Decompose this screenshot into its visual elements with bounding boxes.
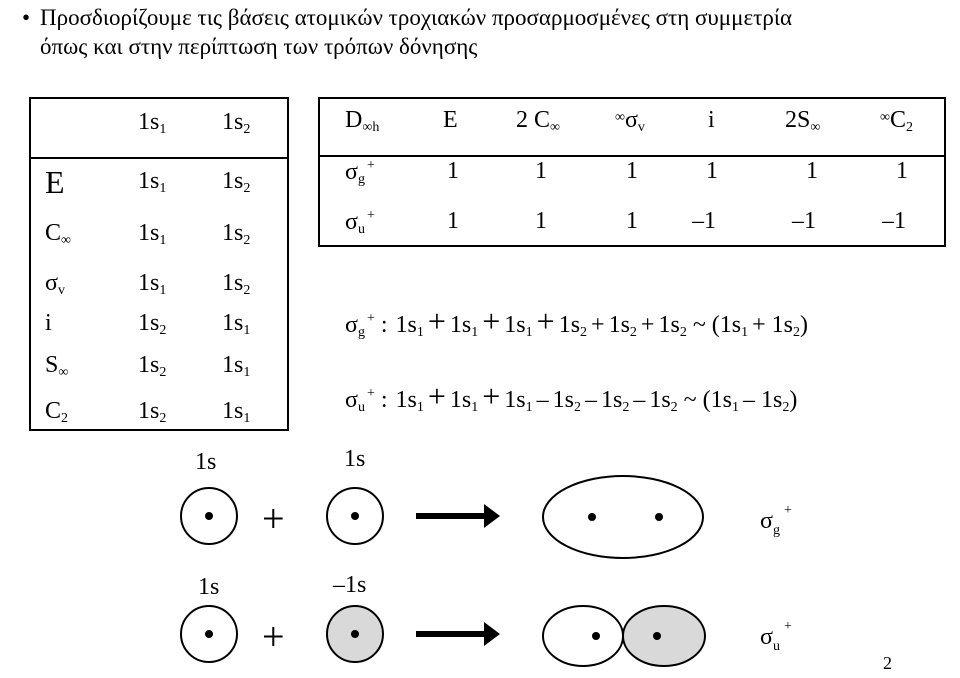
eq-term-index: 1 (416, 325, 424, 340)
orbital-label-top-right: 1s (344, 446, 366, 472)
eq-subscript: g (357, 325, 365, 340)
basis-orbital: 1s (138, 398, 160, 424)
eq-colon: : (380, 312, 388, 338)
character-value: 1 (626, 208, 638, 234)
eq-term-index: 1 (471, 400, 479, 415)
basis-index: 2 (243, 283, 251, 298)
eq-term-index: 1 (471, 325, 479, 340)
character-value: 1 (447, 208, 459, 234)
eq-result-mid: + 1s (752, 312, 794, 338)
intro-line-1: Προσδιορίζουμε τις βάσεις ατομικών τροχιακών προσαρμοσμένες στη συμμετρία (40, 5, 793, 30)
page-number: 2 (883, 653, 892, 673)
eq-term: 1s (608, 312, 630, 338)
eq-term-index: 2 (622, 400, 630, 415)
eq-operator: + (427, 378, 446, 414)
nucleus-dot (351, 630, 359, 638)
eq-term: 1s (558, 312, 581, 338)
basis-index: 1 (159, 181, 167, 196)
eq-term: 1s (449, 387, 472, 413)
operation-subscript: v (57, 283, 65, 298)
orbital-a-bottom (181, 606, 237, 662)
orbital-a-top (181, 488, 237, 544)
basis-index: 2 (159, 323, 167, 338)
basis-orbital: 1s (222, 310, 244, 336)
eq-operator: – (536, 387, 549, 413)
nucleus-dot (588, 513, 596, 521)
plus-sign-top: + (262, 496, 285, 541)
basis-index: 2 (243, 233, 251, 248)
character-value: 1 (706, 158, 718, 184)
character-value: 1 (806, 158, 818, 184)
basis-index: 1 (243, 323, 251, 338)
eq-result-index: 1 (732, 400, 739, 415)
nucleus-dot (655, 513, 663, 521)
basis-index: 2 (159, 365, 167, 380)
bullet-marker: • (22, 5, 31, 30)
eq-result-end: ) (800, 312, 809, 338)
orbital-b-bottom-negative (327, 606, 383, 662)
orbital-label-bottom-left: 1s (198, 574, 220, 600)
basis-orbital: 1s (222, 352, 244, 378)
eq-term-index: 2 (629, 325, 637, 340)
eq-term-index: 2 (573, 400, 581, 415)
basis-orbital: 1s (222, 220, 244, 246)
header-symbol: D (345, 107, 363, 133)
irrep-symbol: σ (345, 159, 358, 185)
basis-orbital: 1s (222, 398, 244, 424)
eq-result: ~ (1s (683, 387, 732, 413)
eq-operator: + (482, 303, 501, 339)
nucleus-dot (205, 512, 213, 520)
eq-colon: : (380, 387, 388, 413)
eq-result: ~ (1s (692, 312, 742, 338)
basis-orbital: 1s (138, 270, 160, 296)
irrep-subscript: u (357, 222, 365, 237)
eq-term-index: 2 (670, 400, 678, 415)
eq-term-index: 1 (416, 400, 424, 415)
header-prefix: ∞ (880, 110, 890, 125)
operation-symbol: σ (45, 270, 58, 296)
eq-term-index: 2 (580, 325, 588, 340)
header-symbol: C (889, 107, 906, 133)
eq-term-index: 1 (525, 400, 533, 415)
character-value: 1 (535, 208, 547, 234)
eq-result-end: ) (789, 387, 798, 413)
header-subscript: v (637, 120, 645, 135)
nucleus-dot (653, 632, 661, 640)
basis-index: 2 (243, 181, 251, 196)
basis-orbital: 1s (138, 220, 160, 246)
character-value: 1 (626, 158, 638, 184)
orbital-label-top-left: 1s (195, 449, 217, 475)
header-symbol: 2 C (516, 107, 551, 133)
bonding-orbital (543, 476, 703, 558)
basis-index: 2 (243, 122, 251, 137)
eq-term: 1s (649, 387, 671, 413)
character-value: 1 (535, 158, 547, 184)
eq-term-index: 1 (525, 325, 533, 340)
basis-orbital: 1s (138, 109, 160, 135)
eq-sigma: σ (345, 387, 358, 413)
operation-symbol: C (45, 398, 62, 424)
eq-operator: + (640, 312, 655, 338)
eq-subscript: u (357, 400, 365, 415)
irrep-superscript: + (366, 208, 375, 223)
basis-index: 1 (243, 411, 251, 426)
character-value: 1 (896, 158, 908, 184)
operation-symbol: E (45, 164, 65, 200)
basis-orbital: 1s (138, 168, 160, 194)
character-value: 1 (447, 158, 459, 184)
eq-term: 1s (658, 312, 680, 338)
basis-index: 1 (159, 233, 167, 248)
arrow-top (416, 504, 500, 528)
character-value: –1 (882, 208, 906, 234)
header-prefix: ∞ (615, 110, 625, 125)
header-symbol: 2S (785, 107, 811, 133)
irrep-subscript: g (357, 172, 365, 187)
basis-orbital: 1s (222, 270, 244, 296)
eq-term-index: 2 (679, 325, 687, 340)
plus-sign-bottom: + (262, 614, 285, 659)
eq-sigma: σ (345, 312, 358, 338)
eq-result-mid: – 1s (743, 387, 783, 413)
irrep-symbol: σ (345, 209, 358, 235)
basis-orbital: 1s (222, 168, 244, 194)
nucleus-dot (592, 632, 600, 640)
header-subscript: ∞h (362, 120, 380, 135)
basis-orbital: 1s (222, 109, 244, 135)
irrep-superscript: + (366, 158, 375, 173)
result-u-label: $\sigma_u^+$ (760, 619, 792, 654)
nucleus-dot (205, 630, 213, 638)
eq-term: 1s (504, 387, 526, 413)
eq-result-index: 2 (782, 400, 790, 415)
eq-result-index: 1 (741, 325, 749, 340)
basis-orbital: 1s (138, 310, 160, 336)
operation-subscript: ∞ (58, 365, 69, 380)
eq-term: 1s (449, 312, 472, 338)
operation-subscript: 2 (61, 411, 69, 426)
eq-superscript: + (366, 311, 375, 326)
eq-operator: + (591, 312, 605, 338)
eq-term: 1s (600, 387, 623, 413)
operation-symbol: S (45, 352, 59, 378)
arrow-bottom (416, 622, 500, 646)
eq-result-index: 2 (793, 325, 801, 340)
eq-term: 1s (552, 387, 574, 413)
eq-term: 1s (504, 312, 526, 338)
eq-operator: – (633, 387, 646, 413)
header-subscript: 2 (906, 120, 913, 135)
character-value: –1 (692, 208, 716, 234)
operation-symbol: i (45, 310, 52, 336)
eq-operator: + (482, 378, 501, 414)
intro-line-2: όπως και στην περίπτωση των τρόπων δόνησης (40, 34, 478, 59)
eq-operator: + (427, 303, 446, 339)
header-symbol: σ (624, 107, 638, 133)
basis-index: 1 (159, 122, 167, 137)
eq-term: 1s (395, 387, 417, 413)
header-symbol: E (443, 107, 458, 133)
header-subscript: ∞ (810, 120, 821, 135)
eq-term: 1s (395, 312, 417, 338)
operation-symbol: C (45, 220, 62, 246)
eq-operator: + (536, 303, 555, 339)
orbital-b-top (327, 488, 383, 544)
result-g-label: $\sigma_g^+$ (760, 503, 792, 538)
orbital-label-bottom-right: –1s (333, 572, 367, 598)
character-value: –1 (792, 208, 816, 234)
eq-operator: – (584, 387, 597, 413)
operation-subscript: ∞ (61, 233, 71, 248)
basis-index: 1 (243, 365, 251, 380)
nucleus-dot (351, 512, 359, 520)
basis-index: 1 (159, 283, 167, 298)
basis-index: 2 (159, 411, 167, 426)
antibonding-orbital (543, 606, 705, 666)
header-subscript: ∞ (550, 120, 560, 135)
header-symbol: i (708, 107, 715, 133)
basis-orbital: 1s (138, 352, 160, 378)
eq-superscript: + (366, 386, 375, 401)
